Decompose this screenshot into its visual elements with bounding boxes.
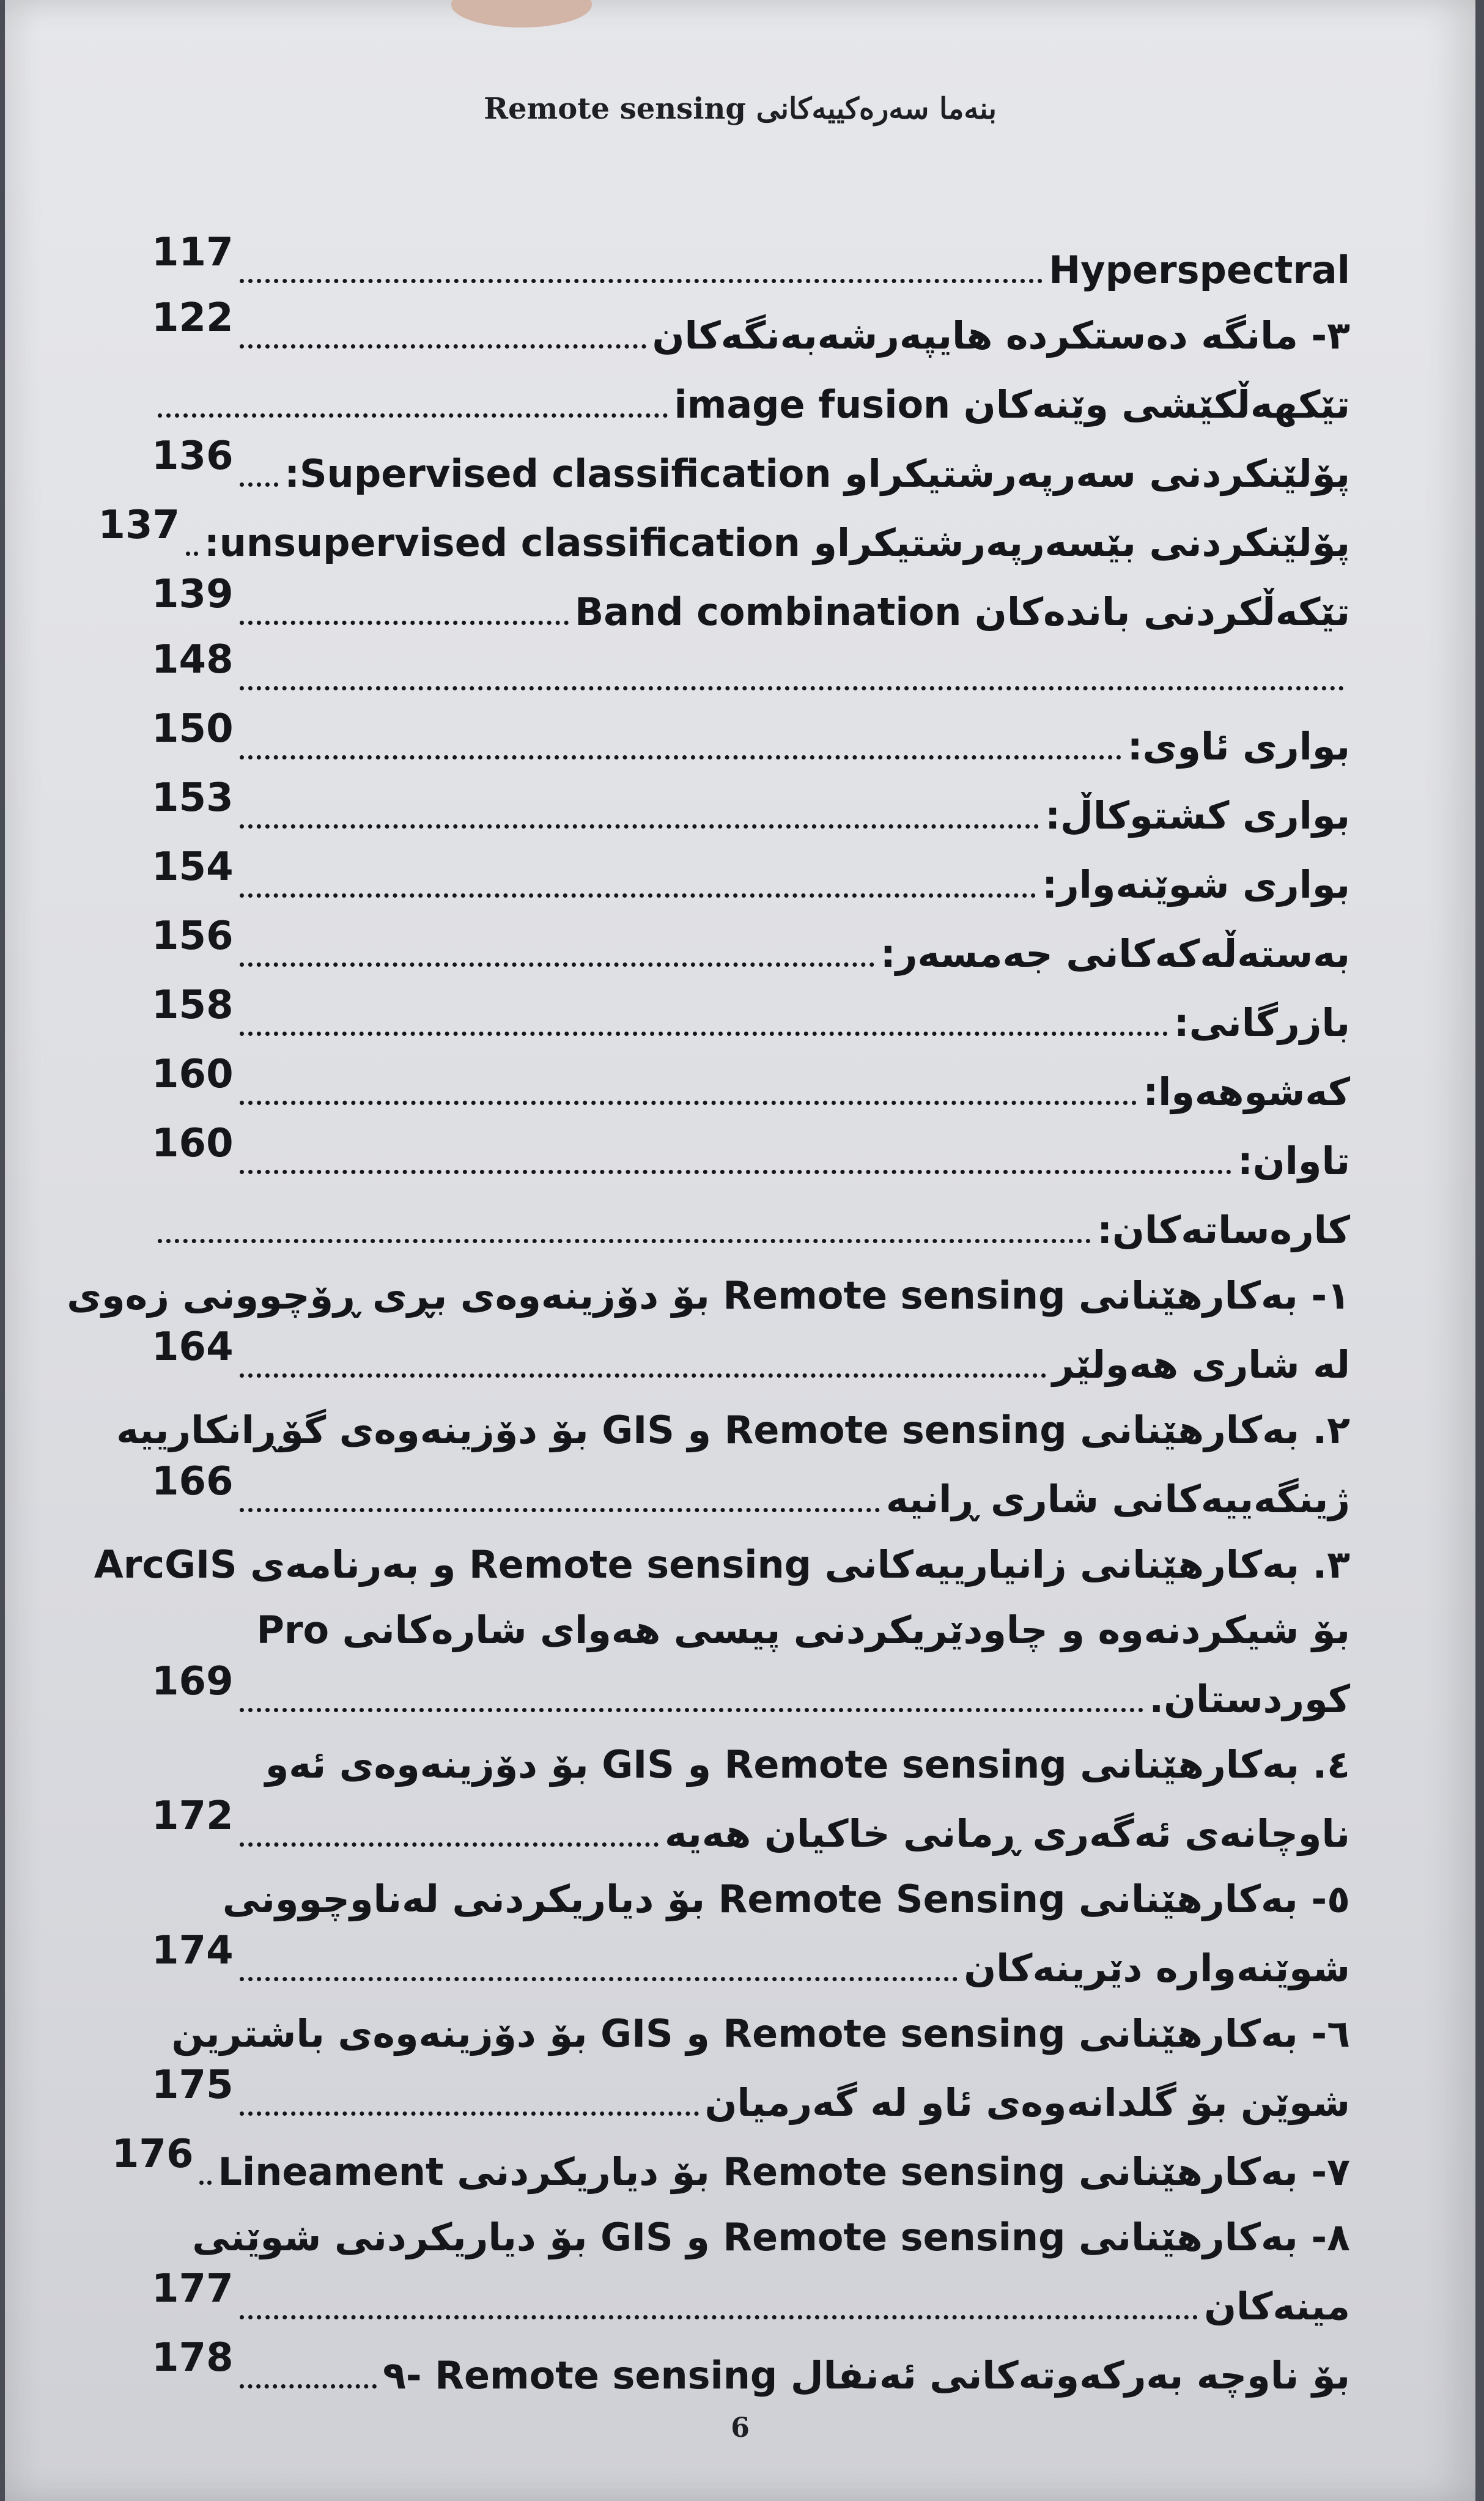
dot-leader xyxy=(240,1373,1046,1378)
toc-entry-title: تێکەڵکردنی باندەکان Band combination xyxy=(574,589,1350,634)
toc-entry-page: 139 xyxy=(152,572,234,617)
toc-entry-page: 172 xyxy=(152,1794,234,1839)
toc-entry xyxy=(152,631,1350,696)
dot-leader xyxy=(240,1170,1231,1174)
toc-line: ١- بەکارهێنانی Remote sensing بۆ دۆزینەوەی بڕی ڕۆچوونی زەوی xyxy=(67,1273,1350,1318)
toc-line: ٦- بەکارهێنانی Remote sensing و GIS بۆ دۆزینەوەی باشترین xyxy=(171,2011,1350,2056)
dot-leader xyxy=(240,2315,1198,2319)
dot-leader xyxy=(158,1239,1091,1243)
toc-entry xyxy=(98,493,1350,565)
dot-leader xyxy=(240,962,874,967)
toc-entry-page: 154 xyxy=(152,844,234,890)
toc-entry-page: 153 xyxy=(152,775,234,821)
dot-leader xyxy=(240,482,279,487)
toc-entry-title: Hyperspectral xyxy=(1049,248,1350,292)
toc-entry xyxy=(152,973,1350,1045)
toc-entry xyxy=(152,2053,1350,2125)
toc-entry xyxy=(152,1449,1350,1521)
toc-entry xyxy=(152,1180,1350,1252)
dot-leader xyxy=(240,755,1121,759)
toc-entry xyxy=(152,562,1350,634)
toc-entry-title: لە شاری هەولێر xyxy=(1052,1342,1350,1387)
toc-entry xyxy=(152,289,1350,358)
toc-line: Pro بۆ شیکردنەوە و چاودێریکردنی پیسی هەوای شارەکانی xyxy=(256,1608,1350,1652)
dot-leader xyxy=(240,1842,659,1847)
toc-entry-title: پۆلێنکردنی سەرپەرشتیکراو Supervised classification: xyxy=(284,451,1350,496)
toc-entry-title: بواری کشتوکاڵ: xyxy=(1045,793,1350,838)
toc-entry-title: بەستەڵەکەکانی جەمسەر: xyxy=(880,931,1350,976)
toc-entry-title: مینەکان xyxy=(1204,2284,1350,2329)
toc-entry xyxy=(152,2326,1350,2398)
toc-entry-title: بواری ئاوی: xyxy=(1127,724,1350,769)
toc-entry-page: 148 xyxy=(152,637,234,682)
toc-entry-page: 160 xyxy=(152,1121,234,1166)
toc-entry-page: 137 xyxy=(98,503,180,548)
toc-entry xyxy=(152,904,1350,976)
toc-entry-page: 160 xyxy=(152,1052,234,1097)
toc-line: ٣. بەکارهێنانی زانیارییەکانی Remote sensing و بەرنامەی ArcGIS xyxy=(94,1542,1350,1587)
toc-entry-page: 178 xyxy=(152,2335,234,2381)
toc-line: ٥- بەکارهێنانی Remote Sensing بۆ دیاریکردنی لەناوچوونی xyxy=(222,1877,1350,1921)
toc-entry-page: 150 xyxy=(152,706,234,752)
toc-entry-title: ٣- مانگە دەستکردە هایپەرشەبەنگەکان xyxy=(652,313,1350,358)
toc-entry-title: شوێنەوارە دێرینەکان xyxy=(964,1946,1350,1990)
toc-entry-title: شوێن بۆ گلدانەوەی ئاو لە گەرمیان xyxy=(704,2080,1350,2125)
table-of-contents xyxy=(67,220,1350,2398)
toc-entry-page: 176 xyxy=(111,2132,194,2177)
page-number: 6 xyxy=(731,2412,750,2444)
toc-entry xyxy=(152,424,1350,496)
toc-entry-page: 174 xyxy=(152,1928,234,1973)
dot-leader xyxy=(240,621,569,625)
toc-entry-page: 156 xyxy=(152,914,234,959)
toc-line: ٨- بەکارهێنانی Remote sensing و GIS بۆ دیاریکردنی شوێنی xyxy=(192,2215,1350,2259)
toc-entry-title: بازرگانی: xyxy=(1173,1000,1350,1045)
toc-entry xyxy=(152,766,1350,838)
running-header xyxy=(5,92,1475,126)
dot-leader xyxy=(240,344,646,349)
toc-entry-page: 175 xyxy=(152,2063,234,2108)
dot-leader xyxy=(240,686,1344,690)
toc-entry-title: کوردستان. xyxy=(1149,1677,1350,1721)
toc-entry-title: کارەساتەکان: xyxy=(1097,1208,1350,1252)
toc-entry xyxy=(152,835,1350,907)
toc-entry-page: 136 xyxy=(152,434,234,479)
toc-entry-title: پۆلێنکردنی بێسەرپەرشتیکراو unsupervised classification: xyxy=(204,520,1350,565)
toc-entry xyxy=(152,1111,1350,1183)
header-title-kurdish: بنەما سەرەکییەکانی xyxy=(756,92,997,126)
dot-leader xyxy=(158,413,668,418)
toc-entry-title: ژینگەییەکانی شاری ڕانیە xyxy=(885,1477,1350,1521)
toc-entry xyxy=(152,696,1350,769)
header-title-latin: Remote sensing xyxy=(484,92,746,126)
dot-leader xyxy=(186,552,198,556)
book-page xyxy=(5,0,1475,2501)
dot-leader xyxy=(240,2111,699,2116)
toc-entry-page: 177 xyxy=(152,2266,234,2311)
dot-leader xyxy=(240,1032,1168,1036)
dot-leader xyxy=(240,1977,958,1981)
dot-leader xyxy=(240,1708,1143,1712)
toc-entry-page: 117 xyxy=(152,230,234,275)
toc-entry-title: تاوان: xyxy=(1237,1139,1350,1183)
toc-entry-title: ٩- Remote sensing بۆ ناوچە بەرکەوتەکانی ئەنفال xyxy=(383,2353,1350,2398)
dot-leader xyxy=(240,2384,377,2388)
toc-entry-page: 164 xyxy=(152,1324,234,1370)
dot-leader xyxy=(199,2181,212,2185)
toc-entry xyxy=(152,2256,1350,2329)
toc-entry-page: 158 xyxy=(152,983,234,1028)
toc-entry xyxy=(152,1784,1350,1856)
dot-leader xyxy=(240,824,1039,829)
dot-leader xyxy=(240,1101,1137,1105)
toc-entry xyxy=(152,1649,1350,1721)
dot-leader xyxy=(240,893,1036,898)
toc-entry-page: 122 xyxy=(152,295,234,341)
toc-line: ٤. بەکارهێنانی Remote sensing و GIS بۆ دۆزینەوەی ئەو xyxy=(265,1742,1350,1787)
toc-line: ٢. بەکارهێنانی Remote sensing و GIS بۆ دۆزینەوەی گۆڕانکارییە xyxy=(116,1408,1350,1452)
toc-entry xyxy=(152,1315,1350,1387)
dot-leader xyxy=(240,1508,880,1512)
toc-entry-page: 169 xyxy=(152,1659,234,1704)
toc-entry xyxy=(152,1042,1350,1114)
finger-edge xyxy=(451,0,592,28)
toc-entry xyxy=(111,2122,1350,2194)
toc-entry-page: 166 xyxy=(152,1459,234,1504)
toc-entry-title: ٧- بەکارهێنانی Remote sensing بۆ دیاریکردنی Lineament xyxy=(218,2149,1350,2194)
toc-entry xyxy=(152,220,1350,292)
toc-entry xyxy=(152,1918,1350,1990)
toc-entry xyxy=(152,355,1350,427)
toc-entry-title: تێکهەڵکێشی وێنەکان image fusion xyxy=(674,382,1350,427)
dot-leader xyxy=(240,279,1043,283)
toc-entry-title: کەشوهەوا: xyxy=(1143,1069,1350,1114)
toc-entry-title: بواری شوێنەوار: xyxy=(1042,862,1350,907)
toc-entry-title: ناوچانەی ئەگەری ڕمانی خاکیان هەیە xyxy=(664,1811,1350,1856)
